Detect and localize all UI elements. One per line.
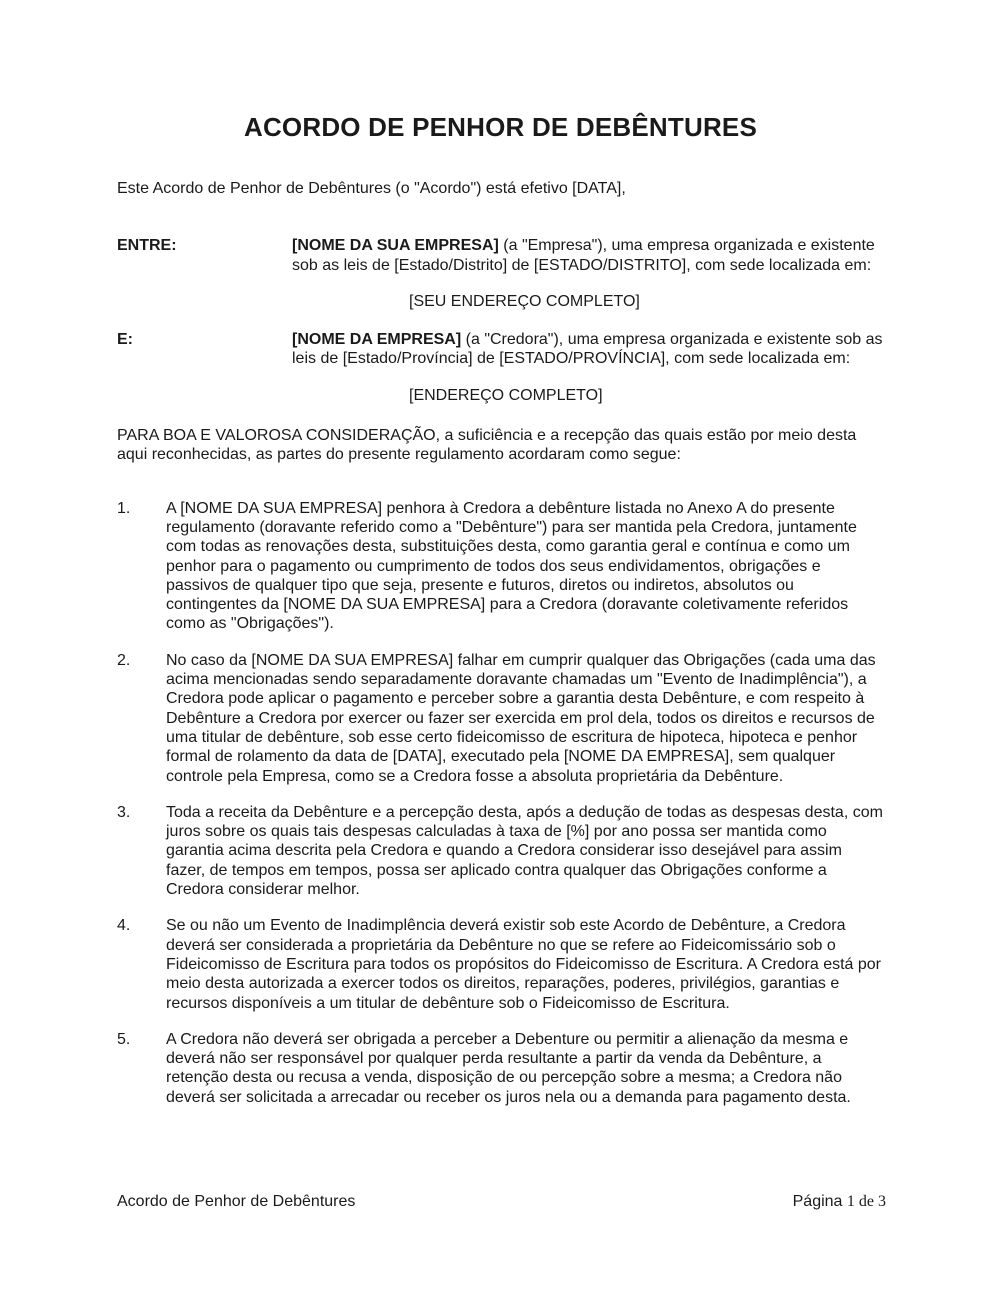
footer-page-word: Página (792, 1193, 847, 1210)
party-entre-text (292, 236, 884, 275)
party-entre-company-name: [NOME DA SUA EMPRESA] (292, 237, 499, 255)
footer-page-indicator (793, 1192, 886, 1211)
party-entre-description: (a "Empresa"), uma empresa organizada e existente sob as leis de [Estado/Distrito] de [ESTADO/DISTRITO], com sede localizada em: (292, 237, 875, 274)
footer-page-numbers: 1 de 3 (846, 1193, 886, 1210)
clause-5-text: A Credora não deverá ser obrigada a perceber a Debenture ou permitir a alienação da mesma e deverá não ser responsável por qualquer perda resultante a partir da venda da Debênture, a retenção desta ou recusa a venda, disposição de ou percepção sobre a mesma; a Credora não deverá ser solicitada a arrecadar ou receber os juros nela ou a demanda para pagamento desta. (166, 1030, 851, 1106)
clause-2-number: 2. (117, 651, 131, 669)
consideration-paragraph: PARA BOA E VALOROSA CONSIDERAÇÃO, a suficiência e a recepção das quais estão por meio desta aqui reconhecidas, as partes do presente regulamento acordaram como segue: (117, 427, 857, 464)
clause-1-number: 1. (117, 499, 131, 517)
clause-4 (117, 916, 884, 1012)
clause-1 (117, 499, 884, 634)
clause-5 (117, 1030, 884, 1107)
party-entre-address: [SEU ENDEREÇO COMPLETO] (409, 292, 640, 310)
party-entre-row (117, 236, 884, 275)
party-e-company-name: [NOME DA EMPRESA] (292, 331, 462, 349)
clause-3 (117, 803, 884, 899)
document-content (117, 0, 884, 1107)
party-e-address: [ENDEREÇO COMPLETO] (409, 386, 603, 404)
intro-paragraph: Este Acordo de Penhor de Debêntures (o "Acordo") está efetivo [DATA], (117, 180, 626, 197)
clauses-list (117, 499, 884, 1107)
clause-3-number: 3. (117, 803, 131, 821)
party-entre-label: ENTRE: (117, 237, 177, 255)
party-e-text (292, 330, 884, 369)
clause-4-number: 4. (117, 917, 131, 935)
clause-1-text: A [NOME DA SUA EMPRESA] penhora à Credora a debênture listada no Anexo A do presente regulamento (doravante referido como a "Debênture") para ser mantida pela Credora, juntamente com todas as renovações desta, substituições desta, como garantia geral e contínua e como um penhor para o pagamento ou cumprimento de todos dos seus endividamentos, obrigações e passivos de qualquer tipo que seja, presente e futuros, diretos ou indiretos, absolutos ou contingentes da [NOME DA SUA EMPRESA] para a Credora (doravante coletivamente referidos como as "Obrigações"). (166, 499, 857, 633)
document-title: ACORDO DE PENHOR DE DEBÊNTURES (243, 112, 758, 142)
clause-4-text: Se ou não um Evento de Inadimplência deverá existir sob este Acordo de Debênture, a Credora deverá ser considerada a proprietária da Debênture no que se refere ao Fideicomissário sob o Fideicomisso de Escritura para todos os propósitos do Fideicomisso de Escritura. A Credora está por meio desta autorizada a exercer todos os direitos, reparações, poderes, privilégios, garantias e recursos disponíveis a um titular de debênture sob o Fideicomisso de Escritura. (166, 917, 881, 1012)
party-e-label: E: (117, 331, 133, 349)
clause-5-number: 5. (117, 1030, 131, 1048)
clause-2 (117, 651, 884, 786)
party-e-row (117, 330, 884, 369)
clause-3-text: Toda a receita da Debênture e a percepção desta, após a dedução de todas as despesas desta, com juros sobre os quais tais despesas calculadas à taxa de [%] por ano possa ser mantida como garantia acima descrita pela Credora e quando a Credora considerar isso desejável para assim fazer, de tempos em tempos, possa ser aplicado contra qualquer das Obrigações conforme a Credora considerar melhor. (166, 803, 883, 899)
clause-2-text: No caso da [NOME DA SUA EMPRESA] falhar em cumprir qualquer das Obrigações (cada uma das acima mencionadas sendo separadamente doravante chamadas um "Evento de Inadimplência"), a Credora pode aplicar o pagamento e perceber sobre a garantia desta Debênture, e com respeito à Debênture a Credora por exercer ou fazer ser exercida em prol dela, todos os direitos e recursos de uma titular de debênture, sob esse certo fideicomisso de escritura de hipoteca, hipoteca e penhor formal de rolamento da data de [DATA], executado pela [NOME DA EMPRESA], sem qualquer controle pela Empresa, como se a Credora fosse a absoluta proprietária da Debênture. (166, 651, 876, 785)
party-e-description: (a "Credora"), uma empresa organizada e existente sob as leis de [Estado/Província] de [ESTADO/PROVÍNCIA], com sede localizada em: (292, 331, 883, 368)
page-footer (117, 1192, 886, 1211)
footer-document-name: Acordo de Penhor de Debêntures (117, 1193, 356, 1210)
